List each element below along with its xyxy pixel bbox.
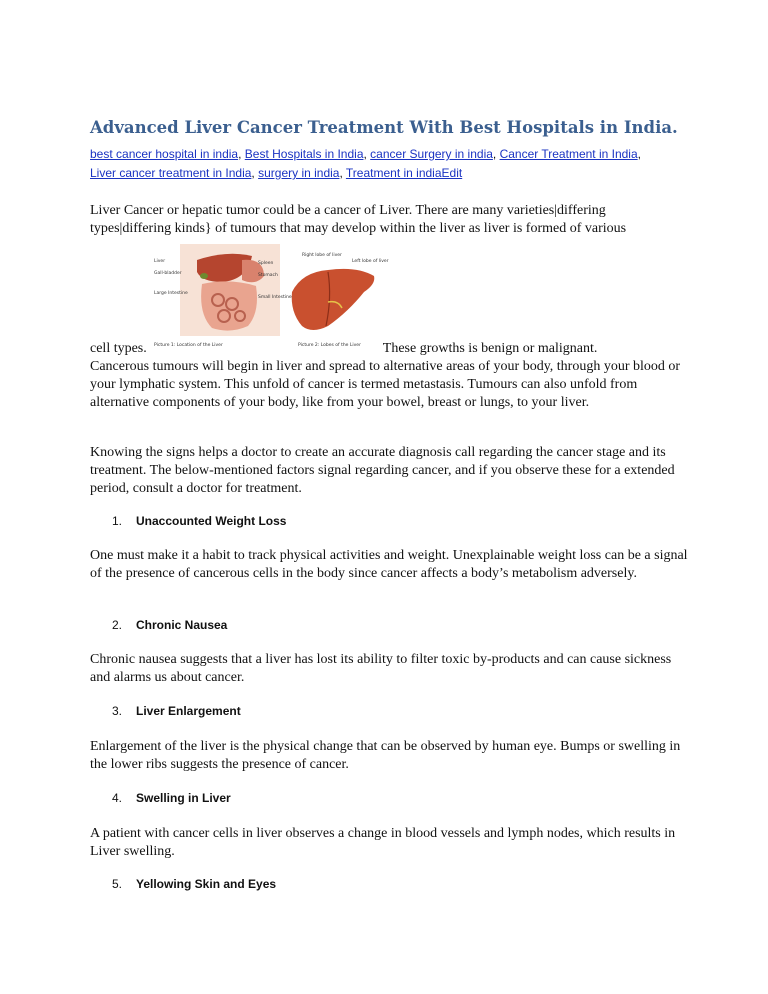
list-item-paragraph: Chronic nausea suggests that a liver has lost its ability to filter toxic by-products and can cause sickness and alarms us about cancer.	[90, 652, 672, 685]
tag-link[interactable]: Treatment in indiaEdit	[345, 166, 463, 180]
label-liver: Liver	[154, 259, 166, 264]
picture2-caption: Picture 2: Lobes of the Liver	[298, 343, 361, 348]
label-right-lobe: Right lobe of liver	[302, 253, 342, 258]
list-item-heading	[112, 877, 276, 891]
tag-link[interactable]: cancer Surgery in india	[370, 147, 493, 161]
tag-link[interactable]: best cancer hospital in india	[90, 147, 239, 161]
intro-line: types|differing kinds} of tumours that may develop within the liver as liver is formed of various	[90, 221, 627, 236]
tag-link[interactable]: Liver cancer treatment in India	[90, 166, 252, 180]
label-small-intestine: Small Intestine	[258, 295, 292, 300]
label-spleen: Spleen	[258, 261, 274, 266]
list-item-heading	[112, 704, 241, 718]
tag-link[interactable]: surgery in india	[258, 166, 340, 180]
liver-anatomy-figure	[152, 242, 389, 354]
liver-lobes-image	[292, 269, 375, 330]
tag-link[interactable]: Best Hospitals in India	[244, 147, 364, 161]
intro-paragraph	[90, 202, 690, 238]
label-left-lobe: Left lobe of liver	[352, 259, 389, 264]
list-number: 4.	[112, 791, 123, 805]
list-number: 5.	[112, 877, 123, 891]
list-item-paragraph: One must make it a habit to track physical activities and weight. Unexplainable weight loss can be a signal of the presence of cancerous cells in the body since cancer affects a body’s metabolism adversely.	[90, 548, 688, 581]
list-title: Swelling in Liver	[136, 791, 231, 805]
intro-line: Liver Cancer or hepatic tumor could be a cancer of Liver. There are many varieties|differing	[90, 203, 606, 218]
label-stomach: Stomach	[258, 273, 278, 278]
list-number: 1.	[112, 514, 123, 528]
list-number: 2.	[112, 618, 123, 632]
list-item-heading	[112, 514, 286, 528]
list-title: Unaccounted Weight Loss	[136, 514, 287, 528]
list-item-paragraph: Enlargement of the liver is the physical change that can be observed by human eye. Bumps or swelling in the lower ribs suggests the presence of cancer.	[90, 739, 681, 772]
label-gallbladder: Gall-bladder	[154, 271, 182, 276]
tag-list: best cancer hospital in india, Best Hospitals in India, cancer Surgery in india, Cancer Treatment in India, Liver cancer treatment in India, surgery in india, Treatment in indiaEdit	[90, 147, 641, 180]
intro-continued-paragraph	[90, 340, 690, 412]
list-number: 3.	[112, 704, 123, 718]
signs-intro-paragraph: Knowing the signs helps a doctor to create an accurate diagnosis call regarding the cancer stage and its treatment. The below-mentioned factors signal regarding cancer, and if you observe these for a extended period, consult a doctor for treatment.	[90, 445, 675, 496]
tag-link[interactable]: Cancer Treatment in India	[499, 147, 638, 161]
cell-types-text: cell types.	[90, 341, 147, 356]
liver-location-image	[180, 244, 280, 336]
list-item-paragraph: A patient with cancer cells in liver observes a change in blood vessels and lymph nodes, which results in Liver swelling.	[90, 826, 676, 859]
benign-text: These growths is benign or malignant.	[382, 341, 598, 356]
list-item-heading	[112, 618, 227, 632]
cell-types-line	[90, 340, 690, 358]
label-large-intestine: Large Intestine	[154, 291, 188, 296]
list-item-heading	[112, 791, 231, 805]
list-title: Liver Enlargement	[136, 704, 241, 718]
intro-rest-text: Cancerous tumours will begin in liver and spread to alternative areas of your body, through your blood or your lymphatic system. This unfold of cancer is termed metastasis. Tumours can also unfold from alternative components of your body, like from your bowel, breast or lungs, to your liver.	[90, 359, 681, 410]
picture1-caption: Picture 1: Location of the Liver	[154, 343, 223, 348]
list-title: Yellowing Skin and Eyes	[136, 877, 277, 891]
article-title: Advanced Liver Cancer Treatment With Best Hospitals in India.	[90, 118, 678, 137]
list-title: Chronic Nausea	[136, 618, 228, 632]
